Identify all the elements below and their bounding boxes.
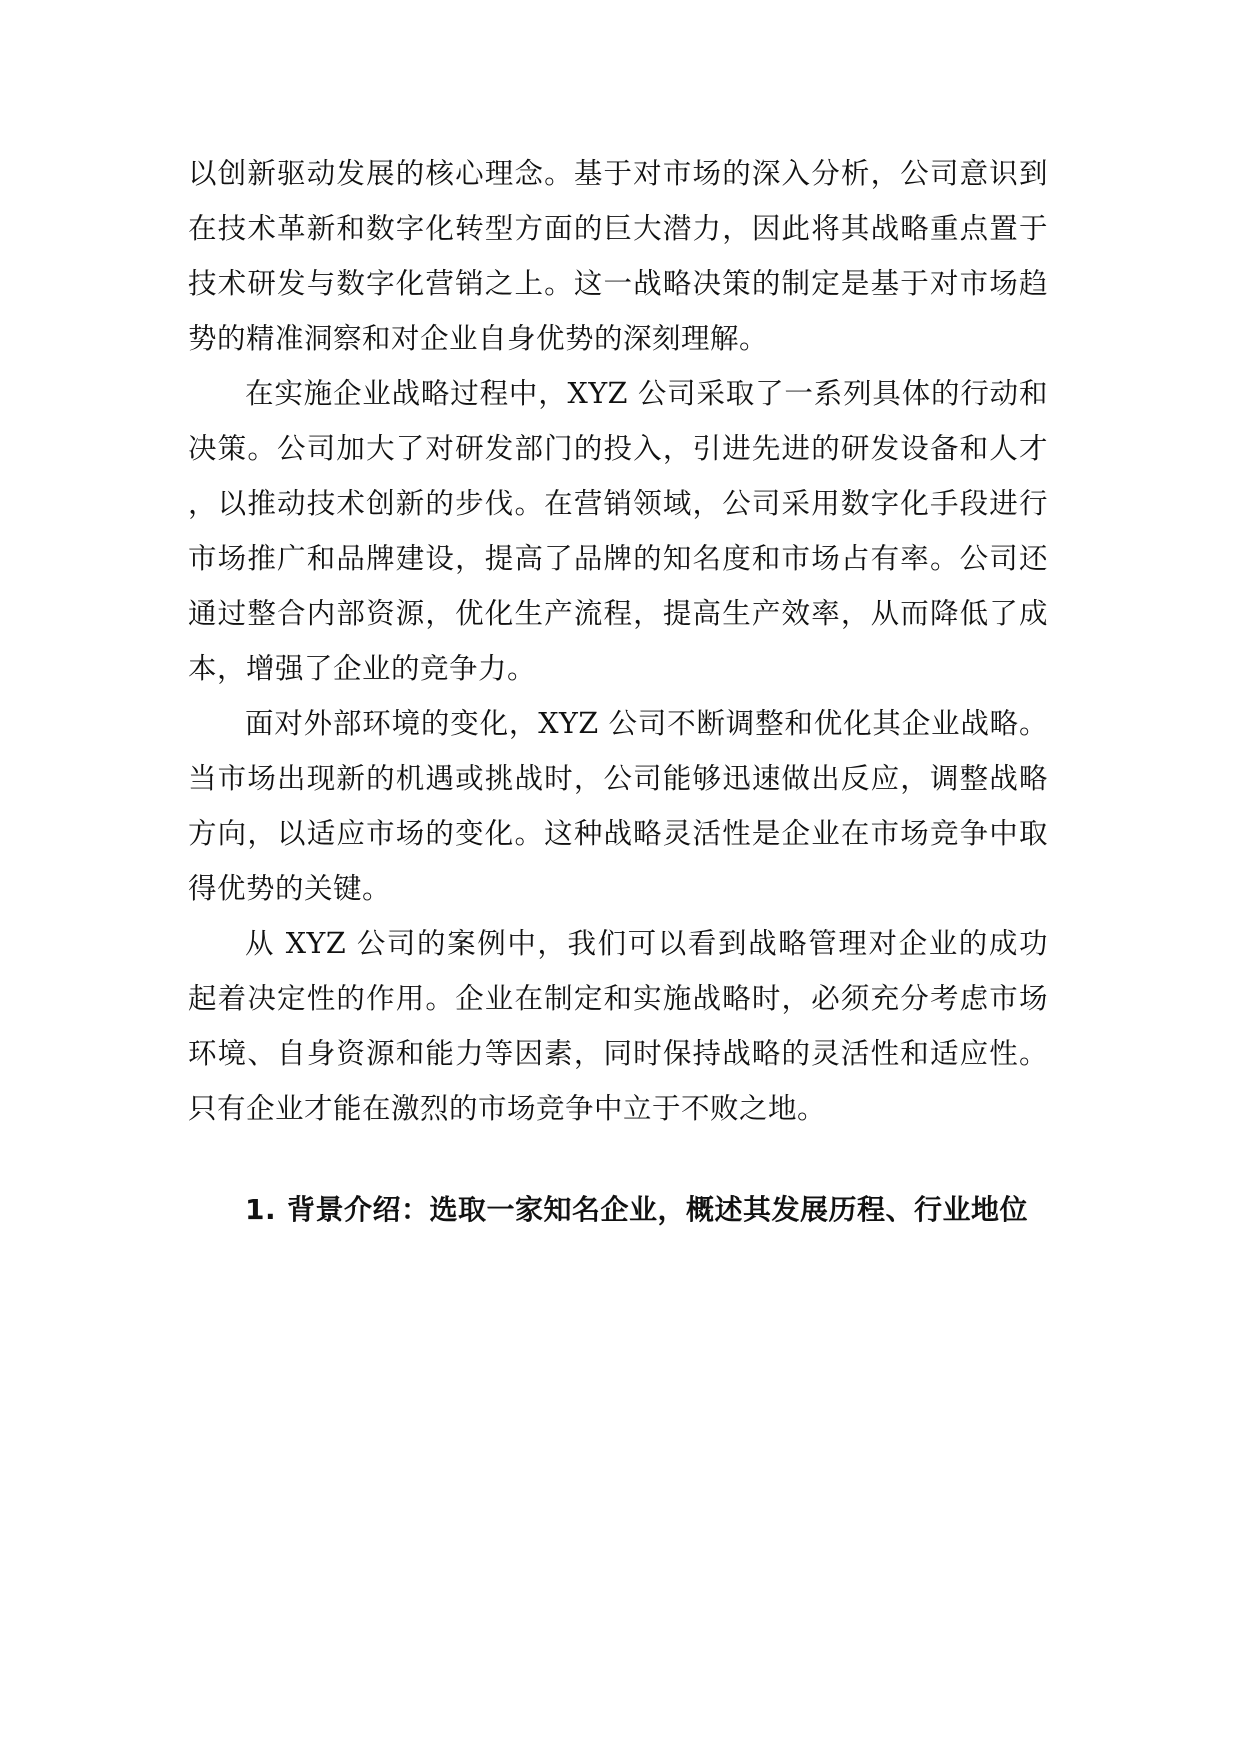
section-heading-text: 背景介绍：选取一家知名企业，概述其发展历程、行业地位 bbox=[287, 1193, 1029, 1226]
document-body bbox=[188, 146, 1048, 1237]
body-paragraph-3: 面对外部环境的变化，XYZ 公司不断调整和优化其企业战略。当市场出现新的机遇或挑战时，公司能够迅速做出反应，调整战略方向，以适应市场的变化。这种战略灵活性是企业在市场竞争中取得优势的关键。 bbox=[188, 707, 1048, 905]
body-paragraph-1: 以创新驱动发展的核心理念。基于对市场的深入分析，公司意识到在技术革新和数字化转型方面的巨大潜力，因此将其战略重点置于技术研发与数字化营销之上。这一战略决策的制定是基于对市场趋势的精准洞察和对企业自身优势的深刻理解。 bbox=[188, 157, 1048, 355]
section-heading-number: 1. bbox=[245, 1193, 277, 1226]
body-paragraph-4: 从 XYZ 公司的案例中，我们可以看到战略管理对企业的成功起着决定性的作用。企业在制定和实施战略时，必须充分考虑市场环境、自身资源和能力等因素，同时保持战略的灵活性和适应性。只有企业才能在激烈的市场竞争中立于不败之地。 bbox=[188, 927, 1048, 1125]
body-paragraph-2: 在实施企业战略过程中，XYZ 公司采取了一系列具体的行动和决策。公司加大了对研发部门的投入，引进先进的研发设备和人才，以推动技术创新的步伐。在营销领域，公司采用数字化手段进行市场推广和品牌建设，提高了品牌的知名度和市场占有率。公司还通过整合内部资源，优化生产流程，提高生产效率，从而降低了成本，增强了企业的竞争力。 bbox=[188, 377, 1048, 685]
section-heading bbox=[188, 1182, 1048, 1237]
